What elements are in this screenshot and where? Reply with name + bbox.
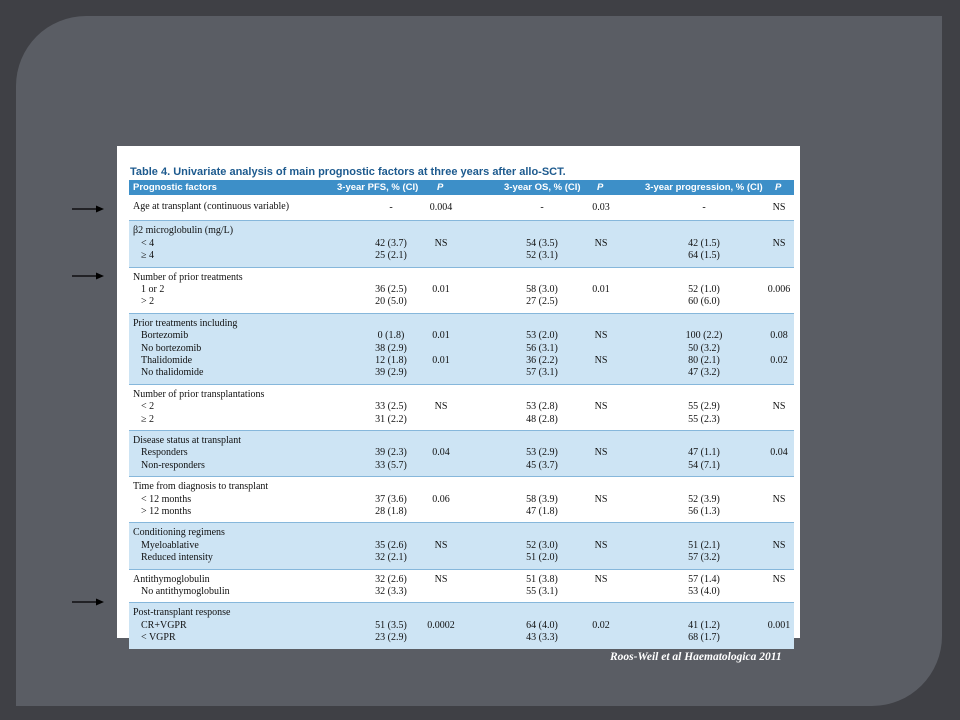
cell-pfs: 12 (1.8) bbox=[375, 354, 407, 366]
cell-os: 53 (2.0) bbox=[526, 330, 558, 342]
table-group bbox=[129, 268, 794, 313]
cell-prog: 64 (1.5) bbox=[688, 250, 720, 262]
group-label: Number of prior transplantations bbox=[133, 388, 265, 400]
table-header-row bbox=[129, 180, 794, 195]
cell-prog: 57 (3.2) bbox=[688, 552, 720, 564]
header-p-progression: P bbox=[775, 182, 782, 193]
cell-p3: 0.001 bbox=[767, 619, 791, 631]
table-group bbox=[129, 197, 794, 220]
row-label: Responders bbox=[141, 447, 188, 459]
cell-prog: 51 (2.1) bbox=[688, 539, 720, 551]
table-figure bbox=[117, 146, 800, 644]
cell-os: 53 (2.8) bbox=[526, 401, 558, 413]
row-label: Bortezomib bbox=[141, 330, 189, 342]
cell-prog: 52 (3.9) bbox=[688, 493, 720, 505]
cell-pfs: 20 (5.0) bbox=[375, 296, 407, 308]
header-p-os: P bbox=[597, 182, 604, 193]
group-label: Number of prior treatments bbox=[133, 271, 243, 283]
cell-p1: 0.04 bbox=[432, 447, 450, 459]
cell-os: 47 (1.8) bbox=[526, 505, 558, 517]
cell-os: 56 (3.1) bbox=[526, 342, 558, 354]
cell-p3: 0.08 bbox=[770, 330, 788, 342]
cell-os: 51 (3.8) bbox=[526, 573, 558, 585]
table-group bbox=[129, 385, 794, 430]
cell-prog: 68 (1.7) bbox=[688, 632, 720, 644]
citation: Roos-Weil et al Haematologica 2011 bbox=[610, 651, 782, 663]
cell-pfs: 32 (2.6) bbox=[375, 573, 407, 585]
table-group bbox=[129, 314, 794, 384]
cell-p1: NS bbox=[434, 573, 448, 585]
cell-prog: 56 (1.3) bbox=[688, 505, 720, 517]
cell-p3: 0.006 bbox=[767, 283, 791, 295]
group-label: Time from diagnosis to transplant bbox=[133, 481, 269, 493]
group-label: Conditioning regimens bbox=[133, 527, 225, 539]
cell-os: 64 (4.0) bbox=[526, 619, 558, 631]
arrow-icon bbox=[72, 597, 104, 607]
cell-pfs: 0 (1.8) bbox=[377, 330, 405, 342]
cell-p2: NS bbox=[594, 539, 608, 551]
row-label: Reduced intensity bbox=[141, 552, 213, 564]
cell-p1: NS bbox=[434, 401, 448, 413]
cell-prog: 60 (6.0) bbox=[688, 296, 720, 308]
cell-p1: 0.0002 bbox=[427, 619, 455, 631]
cell-pfs: 51 (3.5) bbox=[375, 619, 407, 631]
row-label: Myeloablative bbox=[141, 539, 199, 551]
cell-pfs: 28 (1.8) bbox=[375, 505, 407, 517]
cell-pfs: 25 (2.1) bbox=[375, 250, 407, 262]
arrow-icon bbox=[72, 204, 104, 214]
cell-p3: 0.02 bbox=[770, 354, 788, 366]
cell-os: 52 (3.0) bbox=[526, 539, 558, 551]
cell-os: 58 (3.9) bbox=[526, 493, 558, 505]
row-label: ≥ 4 bbox=[141, 250, 154, 262]
cell-prog: 47 (3.2) bbox=[688, 367, 720, 379]
cell-prog: 55 (2.3) bbox=[688, 413, 720, 425]
cell-prog: 47 (1.1) bbox=[688, 447, 720, 459]
cell-prog: 53 (4.0) bbox=[688, 585, 720, 597]
arrow-icon bbox=[72, 271, 104, 281]
header-prognostic-factors: Prognostic factors bbox=[133, 182, 217, 193]
group-label: Disease status at transplant bbox=[133, 435, 242, 446]
cell-pfs: 33 (5.7) bbox=[375, 459, 407, 471]
cell-prog: 41 (1.2) bbox=[688, 619, 720, 631]
cell-pfs: 31 (2.2) bbox=[375, 413, 407, 425]
header-progression: 3-year progression, % (CI) bbox=[645, 182, 763, 193]
row-label: < 2 bbox=[141, 401, 155, 413]
cell-p2: NS bbox=[594, 573, 608, 585]
cell-pfs: 36 (2.5) bbox=[375, 283, 407, 295]
cell-p3: NS bbox=[772, 401, 786, 413]
cell-pfs: 35 (2.6) bbox=[375, 539, 407, 551]
cell-pfs: 42 (3.7) bbox=[375, 237, 407, 249]
cell-pfs: - bbox=[389, 202, 393, 213]
group-label: Antithymoglobulin bbox=[133, 573, 210, 585]
group-label: β2 microglobulin (mg/L) bbox=[133, 225, 234, 237]
table-group bbox=[129, 221, 794, 266]
cell-pfs: 33 (2.5) bbox=[375, 401, 407, 413]
cell-prog: 100 (2.2) bbox=[685, 330, 723, 342]
cell-prog: 54 (7.1) bbox=[688, 459, 720, 471]
cell-p2: NS bbox=[594, 401, 608, 413]
cell-prog: 55 (2.9) bbox=[688, 401, 720, 413]
row-label: ≥ 2 bbox=[141, 413, 154, 425]
cell-pfs: 39 (2.9) bbox=[375, 367, 407, 379]
cell-p1: NS bbox=[434, 539, 448, 551]
cell-p2: NS bbox=[594, 354, 608, 366]
cell-os: - bbox=[540, 202, 544, 213]
cell-os: 27 (2.5) bbox=[526, 296, 558, 308]
table-group bbox=[129, 603, 794, 648]
cell-os: 36 (2.2) bbox=[526, 354, 558, 366]
cell-os: 48 (2.8) bbox=[526, 413, 558, 425]
cell-prog: - bbox=[702, 202, 706, 213]
table-group bbox=[129, 523, 794, 568]
row-label: > 2 bbox=[141, 296, 155, 308]
cell-pfs: 23 (2.9) bbox=[375, 632, 407, 644]
table-group bbox=[129, 477, 794, 522]
cell-os: 57 (3.1) bbox=[526, 367, 558, 379]
row-label: No thalidomide bbox=[141, 367, 204, 379]
cell-prog: 57 (1.4) bbox=[688, 573, 720, 585]
row-label: < VGPR bbox=[141, 632, 176, 644]
row-label: > 12 months bbox=[141, 505, 192, 517]
cell-p2: NS bbox=[594, 447, 608, 459]
cell-os: 53 (2.9) bbox=[526, 447, 558, 459]
cell-p2: 0.03 bbox=[592, 202, 610, 213]
cell-p1: 0.004 bbox=[429, 202, 453, 213]
table-group bbox=[129, 570, 794, 603]
table-group bbox=[129, 431, 794, 476]
row-label: No bortezomib bbox=[141, 342, 202, 354]
cell-p2: 0.01 bbox=[592, 283, 610, 295]
cell-p3: NS bbox=[772, 237, 786, 249]
cell-os: 45 (3.7) bbox=[526, 459, 558, 471]
cell-p3: NS bbox=[772, 539, 786, 551]
cell-p2: NS bbox=[594, 330, 608, 342]
header-os: 3-year OS, % (CI) bbox=[504, 182, 581, 193]
cell-p2: NS bbox=[594, 493, 608, 505]
cell-prog: 80 (2.1) bbox=[688, 354, 720, 366]
cell-os: 55 (3.1) bbox=[526, 585, 558, 597]
cell-p3: 0.04 bbox=[770, 447, 788, 459]
cell-p3: NS bbox=[772, 202, 786, 213]
header-pfs: 3-year PFS, % (CI) bbox=[337, 182, 419, 193]
cell-prog: 52 (1.0) bbox=[688, 283, 720, 295]
cell-pfs: 39 (2.3) bbox=[375, 447, 407, 459]
cell-p1: 0.01 bbox=[432, 354, 450, 366]
row-label: No antithymoglobulin bbox=[141, 585, 230, 597]
cell-p1: 0.06 bbox=[432, 493, 450, 505]
cell-p1: NS bbox=[434, 237, 448, 249]
group-label: Prior treatments including bbox=[133, 317, 238, 329]
cell-p1: 0.01 bbox=[432, 330, 450, 342]
cell-p3: NS bbox=[772, 493, 786, 505]
cell-p3: NS bbox=[772, 573, 786, 585]
cell-os: 52 (3.1) bbox=[526, 250, 558, 262]
cell-prog: 42 (1.5) bbox=[688, 237, 720, 249]
cell-pfs: 37 (3.6) bbox=[375, 493, 407, 505]
row-label: Non-responders bbox=[141, 459, 205, 471]
row-label: 1 or 2 bbox=[141, 283, 165, 295]
header-p-pfs: P bbox=[437, 182, 444, 193]
group-label: Post-transplant response bbox=[133, 607, 231, 619]
group-label: Age at transplant (continuous variable) bbox=[133, 201, 290, 212]
row-label: < 12 months bbox=[141, 493, 192, 505]
row-label: Thalidomide bbox=[141, 354, 193, 366]
cell-p2: 0.02 bbox=[592, 619, 610, 631]
cell-os: 58 (3.0) bbox=[526, 283, 558, 295]
row-label: CR+VGPR bbox=[141, 619, 187, 631]
cell-os: 43 (3.3) bbox=[526, 632, 558, 644]
row-label: < 4 bbox=[141, 237, 155, 249]
cell-pfs: 38 (2.9) bbox=[375, 342, 407, 354]
cell-pfs: 32 (2.1) bbox=[375, 552, 407, 564]
cell-p2: NS bbox=[594, 237, 608, 249]
table-title: Table 4. Univariate analysis of main prognostic factors at three years after allo-SCT. bbox=[130, 166, 566, 178]
cell-os: 54 (3.5) bbox=[526, 237, 558, 249]
cell-prog: 50 (3.2) bbox=[688, 342, 720, 354]
cell-pfs: 32 (3.3) bbox=[375, 585, 407, 597]
cell-os: 51 (2.0) bbox=[526, 552, 558, 564]
cell-p1: 0.01 bbox=[432, 283, 450, 295]
